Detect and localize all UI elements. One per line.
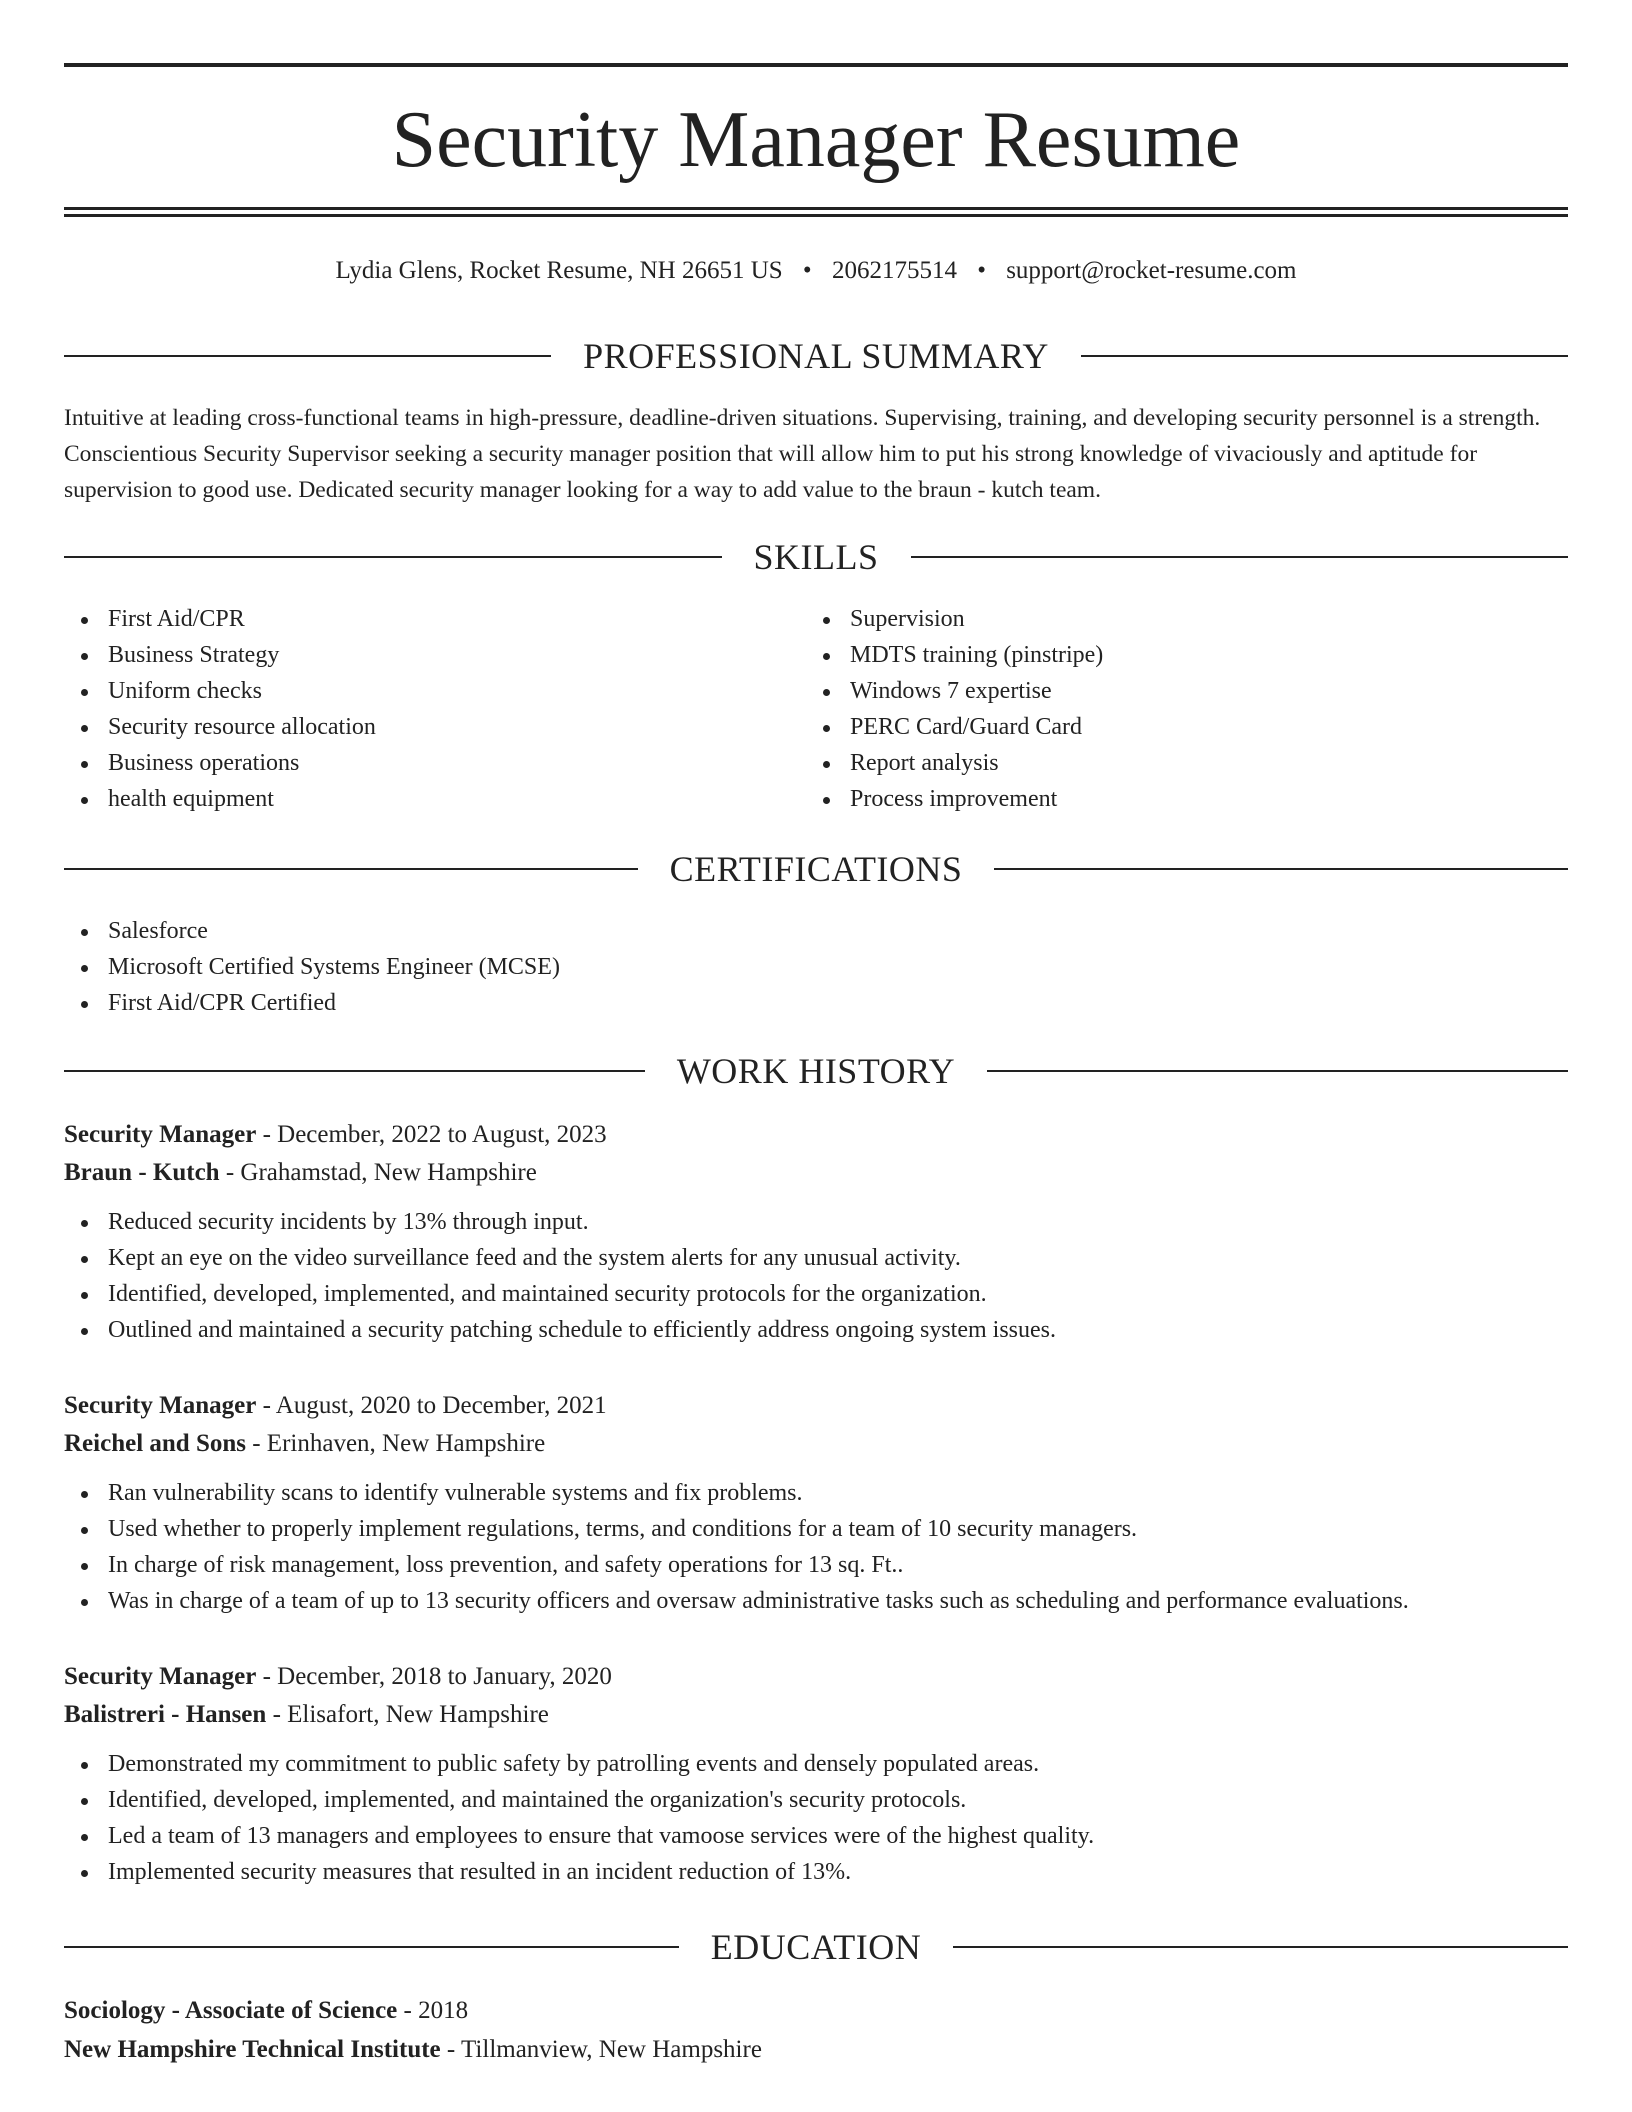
job-location: - Erinhaven, New Hampshire [245, 1430, 546, 1457]
job-entry [64, 1387, 1568, 1619]
job-bullet: Implemented security measures that resulted in an incident reduction of 13%. [64, 1854, 1568, 1890]
contact-line [64, 254, 1568, 288]
job-bullet: Ran vulnerability scans to identify vulnerable systems and fix problems. [64, 1475, 1568, 1511]
job-company-line [64, 1696, 1568, 1734]
job-bullet: Led a team of 13 managers and employees to ensure that vamoose services were of the highest quality. [64, 1818, 1568, 1854]
section-rule [1081, 355, 1568, 357]
skills-right-column [806, 601, 1486, 817]
job-bullet-list [64, 1204, 1568, 1348]
skill-item: Report analysis [806, 745, 1486, 781]
job-bullet: Outlined and maintained a security patching schedule to efficiently address ongoing system issues. [64, 1312, 1568, 1348]
contact-email: support@rocket-resume.com [1006, 257, 1297, 284]
section-rule [994, 868, 1568, 870]
skill-item: Process improvement [806, 781, 1486, 817]
job-entry [64, 1658, 1568, 1890]
skill-item: Security resource allocation [64, 709, 744, 745]
certification-item: Salesforce [64, 913, 1464, 949]
job-title-line [64, 1116, 1568, 1154]
job-dates: - December, 2018 to January, 2020 [256, 1663, 612, 1690]
skill-item: Business operations [64, 745, 744, 781]
skill-item: Business Strategy [64, 637, 744, 673]
section-header-work-history [64, 1049, 1568, 1093]
job-bullet: Used whether to properly implement regulations, terms, and conditions for a team of 10 security managers. [64, 1511, 1568, 1547]
skill-item: health equipment [64, 781, 744, 817]
section-header-summary [64, 334, 1568, 378]
skill-item: Uniform checks [64, 673, 744, 709]
job-bullet: Was in charge of a team of up to 13 security officers and oversaw administrative tasks such as scheduling and performance evaluations. [64, 1583, 1568, 1619]
section-title: CERTIFICATIONS [669, 849, 963, 889]
job-title-line [64, 1387, 1568, 1425]
section-title: EDUCATION [710, 1927, 922, 1967]
job-title: Security Manager [64, 1663, 257, 1690]
job-bullet: In charge of risk management, loss prevention, and safety operations for 13 sq. Ft.. [64, 1547, 1568, 1583]
section-rule [911, 556, 1569, 558]
education-year: - 2018 [397, 1997, 469, 2024]
section-header-certifications [64, 847, 1568, 891]
contact-separator: • [977, 257, 986, 284]
section-rule [64, 1070, 645, 1072]
certification-item: Microsoft Certified Systems Engineer (MCSE) [64, 949, 1464, 985]
job-location: - Grahamstad, New Hampshire [219, 1159, 537, 1186]
certifications-list [64, 913, 1464, 1021]
section-rule [64, 355, 551, 357]
skill-item: First Aid/CPR [64, 601, 744, 637]
resume-title: Security Manager Resume [391, 96, 1241, 184]
job-company: Reichel and Sons [64, 1430, 246, 1457]
skill-item: Windows 7 expertise [806, 673, 1486, 709]
top-rule [64, 63, 1568, 67]
skill-item: PERC Card/Guard Card [806, 709, 1486, 745]
contact-address: Lydia Glens, Rocket Resume, NH 26651 US [335, 257, 783, 284]
education-degree-line [64, 1992, 1568, 2031]
job-dates: - August, 2020 to December, 2021 [256, 1392, 607, 1419]
job-title-line [64, 1658, 1568, 1696]
education-location: - Tillmanview, New Hampshire [440, 2035, 762, 2063]
section-header-education [64, 1925, 1568, 1969]
job-bullet: Kept an eye on the video surveillance feed and the system alerts for any unusual activity. [64, 1240, 1568, 1276]
skill-item: Supervision [806, 601, 1486, 637]
contact-separator: • [802, 257, 812, 284]
job-company-line [64, 1425, 1568, 1463]
section-rule [64, 1946, 679, 1948]
job-location: - Elisafort, New Hampshire [266, 1701, 549, 1728]
job-company: Balistreri - Hansen [64, 1701, 267, 1728]
summary-text: Intuitive at leading cross-functional teams in high-pressure, deadline-driven situations. Supervising, training, and developing security personnel is a strength. Conscientious Security Supervisor seeking a security manager position that will allow him to put his strong knowledge of vivaciously and aptitude for supervision to good use. Dedicated security manager looking for a way to add value to the braun - kutch team. [64, 405, 1541, 503]
certification-item: First Aid/CPR Certified [64, 985, 1464, 1021]
education-school: New Hampshire Technical Institute [64, 2035, 441, 2063]
job-title: Security Manager [64, 1392, 257, 1419]
job-dates: - December, 2022 to August, 2023 [256, 1121, 607, 1148]
section-rule [953, 1946, 1568, 1948]
job-bullet-list [64, 1746, 1568, 1890]
education-entry [64, 1992, 1568, 2069]
job-entry [64, 1116, 1568, 1348]
section-rule [987, 1070, 1568, 1072]
section-rule [64, 556, 722, 558]
section-rule [64, 868, 638, 870]
job-bullet: Demonstrated my commitment to public safety by patrolling events and densely populated areas. [64, 1746, 1568, 1782]
section-title: SKILLS [753, 537, 879, 577]
job-company-line [64, 1154, 1568, 1192]
contact-phone: 2062175514 [831, 257, 957, 284]
job-bullet: Reduced security incidents by 13% through input. [64, 1204, 1568, 1240]
job-bullet: Identified, developed, implemented, and maintained the organization's security protocols. [64, 1782, 1568, 1818]
education-degree: Sociology - Associate of Science [64, 1997, 398, 2024]
job-bullet-list [64, 1475, 1568, 1619]
section-title: PROFESSIONAL SUMMARY [583, 336, 1049, 376]
job-company: Braun - Kutch [64, 1159, 220, 1186]
education-school-line [64, 2031, 1568, 2070]
title-double-rule [64, 207, 1568, 217]
section-title: WORK HISTORY [676, 1051, 956, 1091]
section-header-skills [64, 535, 1568, 579]
job-bullet: Identified, developed, implemented, and maintained security protocols for the organization. [64, 1276, 1568, 1312]
skills-left-column [64, 601, 744, 817]
job-title: Security Manager [64, 1121, 257, 1148]
skill-item: MDTS training (pinstripe) [806, 637, 1486, 673]
